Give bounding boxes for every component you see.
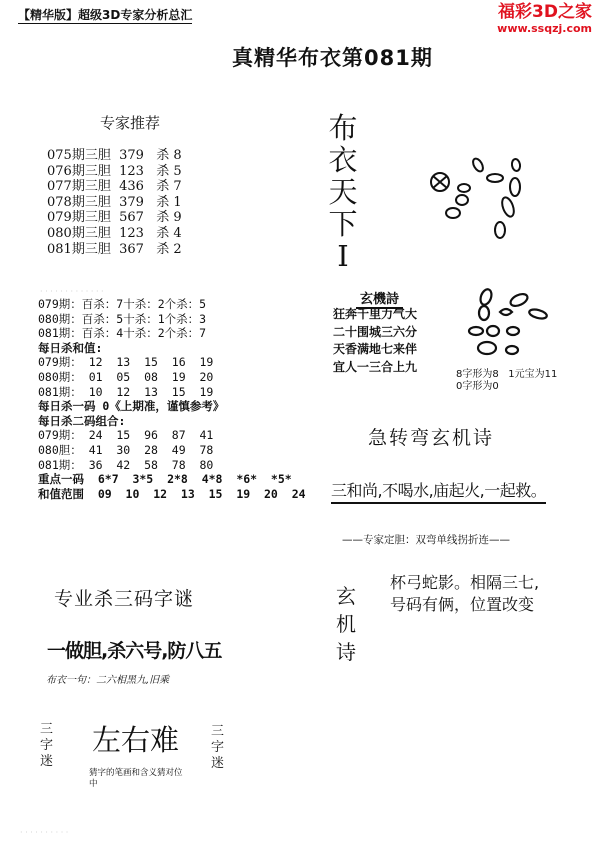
brand-url: www.ssqzj.com <box>497 22 592 35</box>
kill-row: 080期：百杀：5十杀：1个杀：3 <box>38 311 207 326</box>
sha-title: 专业杀三码字谜 <box>54 588 195 610</box>
expert-row: 075期三胆 379 杀 8 <box>47 148 182 163</box>
brand-logo[interactable] <box>497 2 592 35</box>
riddle <box>390 572 539 616</box>
header-tag: 【精华版】 <box>18 8 79 22</box>
poem-line: 二十围城三六分 <box>333 324 418 339</box>
buyi-vertical-title <box>326 112 360 272</box>
szm-char: 迷 <box>40 754 54 769</box>
xjs-char: 玄 <box>336 584 356 608</box>
expert-title: 专家推荐 <box>100 114 161 132</box>
kill-row: 081期：百杀：4十杀：2个杀：7 <box>38 326 207 341</box>
one-code: 每日杀一码 0《上期准，谨慎参考》 <box>38 399 225 414</box>
xjs-char: 诗 <box>336 640 356 664</box>
poem-title: 玄機詩 <box>356 288 403 309</box>
buyi-char: 天 <box>328 175 358 209</box>
header-text: 超级3D专家分析总汇 <box>78 8 193 22</box>
poem-line: 天香满地七来伴 <box>333 342 418 356</box>
sum-row: 081期： 10 12 13 15 19 <box>38 384 214 399</box>
stats-block <box>38 297 306 501</box>
riddle-word: 左右难 <box>92 723 180 757</box>
focus-row: 重点一码 6*7 3*5 2*8 4*8 *6* *5* <box>38 472 292 487</box>
shape-figure-right <box>464 288 566 366</box>
sum-title: 每日杀和值: <box>38 340 103 355</box>
shape-caption-line: 8字形为8 1元宝为11 <box>456 369 558 380</box>
poem-line: 狂奔千里力气大 <box>333 307 418 321</box>
szm-left <box>40 722 56 770</box>
riddle-line: 号码有俩，位置改变 <box>390 595 535 614</box>
page-title: 真精华布衣第081期 <box>232 46 433 70</box>
poem-line: 宜人一三合上九 <box>333 359 418 374</box>
expert-row: 081期三胆 367 杀 2 <box>47 241 182 257</box>
expert-list <box>47 148 182 257</box>
shape-figure-top <box>420 152 530 240</box>
szm-char: 字 <box>211 740 225 755</box>
expert-row: 080期三胆 123 杀 4 <box>47 225 182 241</box>
expert-ding-dan: ——专家定胆：双弯单线拐折连—— <box>342 534 510 546</box>
poem2-title: 急转弯玄机诗 <box>368 427 495 449</box>
bottom-faint-marks: · · · · · · · · · · <box>20 828 69 837</box>
combo-row: 079期： 24 15 96 87 41 <box>38 428 214 443</box>
expert-row: 078期三胆 379 杀 1 <box>47 194 182 210</box>
combo-title: 每日杀二码组合: <box>38 413 126 428</box>
szm-char: 三 <box>40 722 54 737</box>
brand-title: 福彩3D之家 <box>498 2 592 22</box>
buyi-char: 衣 <box>328 143 358 177</box>
combo-row: 081期： 36 42 58 78 80 <box>38 457 214 472</box>
expert-row: 077期三胆 436 杀 7 <box>47 179 182 195</box>
sum-row: 080期： 01 05 08 19 20 <box>38 369 214 384</box>
xjs-vertical <box>334 582 358 666</box>
sum-row: 079期： 12 13 15 16 19 <box>38 355 214 370</box>
szm-char: 字 <box>40 738 54 753</box>
poem-body <box>333 306 417 376</box>
riddle-note: 猜字的笔画和含义猜对位中 <box>89 768 183 789</box>
tip-line: 一做胆,杀六号,防八五 <box>47 640 222 662</box>
poem2-line: 三和尚,不喝水,庙起火,一起救。 <box>331 478 546 504</box>
stats-header-faint: · · · · · · · · · · · · · <box>40 287 104 296</box>
sum-range: 和值范围 09 10 12 13 15 19 20 24 <box>38 486 306 501</box>
kill-row: 079期：百杀：7十杀：2个杀：5 <box>38 297 207 311</box>
expert-row: 076期三胆 123 杀 5 <box>47 163 182 179</box>
combo-row: 080胆： 41 30 28 49 78 <box>38 442 214 457</box>
xjs-char: 机 <box>336 612 356 636</box>
buyi-yiju: 布衣一句：二六相黑九,旧乘 <box>46 675 170 686</box>
buyi-char: 布 <box>328 111 358 145</box>
szm-char: 迷 <box>211 756 225 771</box>
riddle-line: 杯弓蛇影。相隔三七, <box>390 573 540 592</box>
buyi-char: 下 <box>328 207 358 241</box>
shape-caption <box>456 369 557 393</box>
expert-row: 079期三胆 567 杀 9 <box>47 210 182 226</box>
header-caption <box>18 6 192 23</box>
shape-caption-line: 0字形为0 <box>456 381 499 392</box>
szm-char: 三 <box>211 724 225 739</box>
buyi-char: I <box>337 239 349 273</box>
szm-right <box>211 724 227 772</box>
